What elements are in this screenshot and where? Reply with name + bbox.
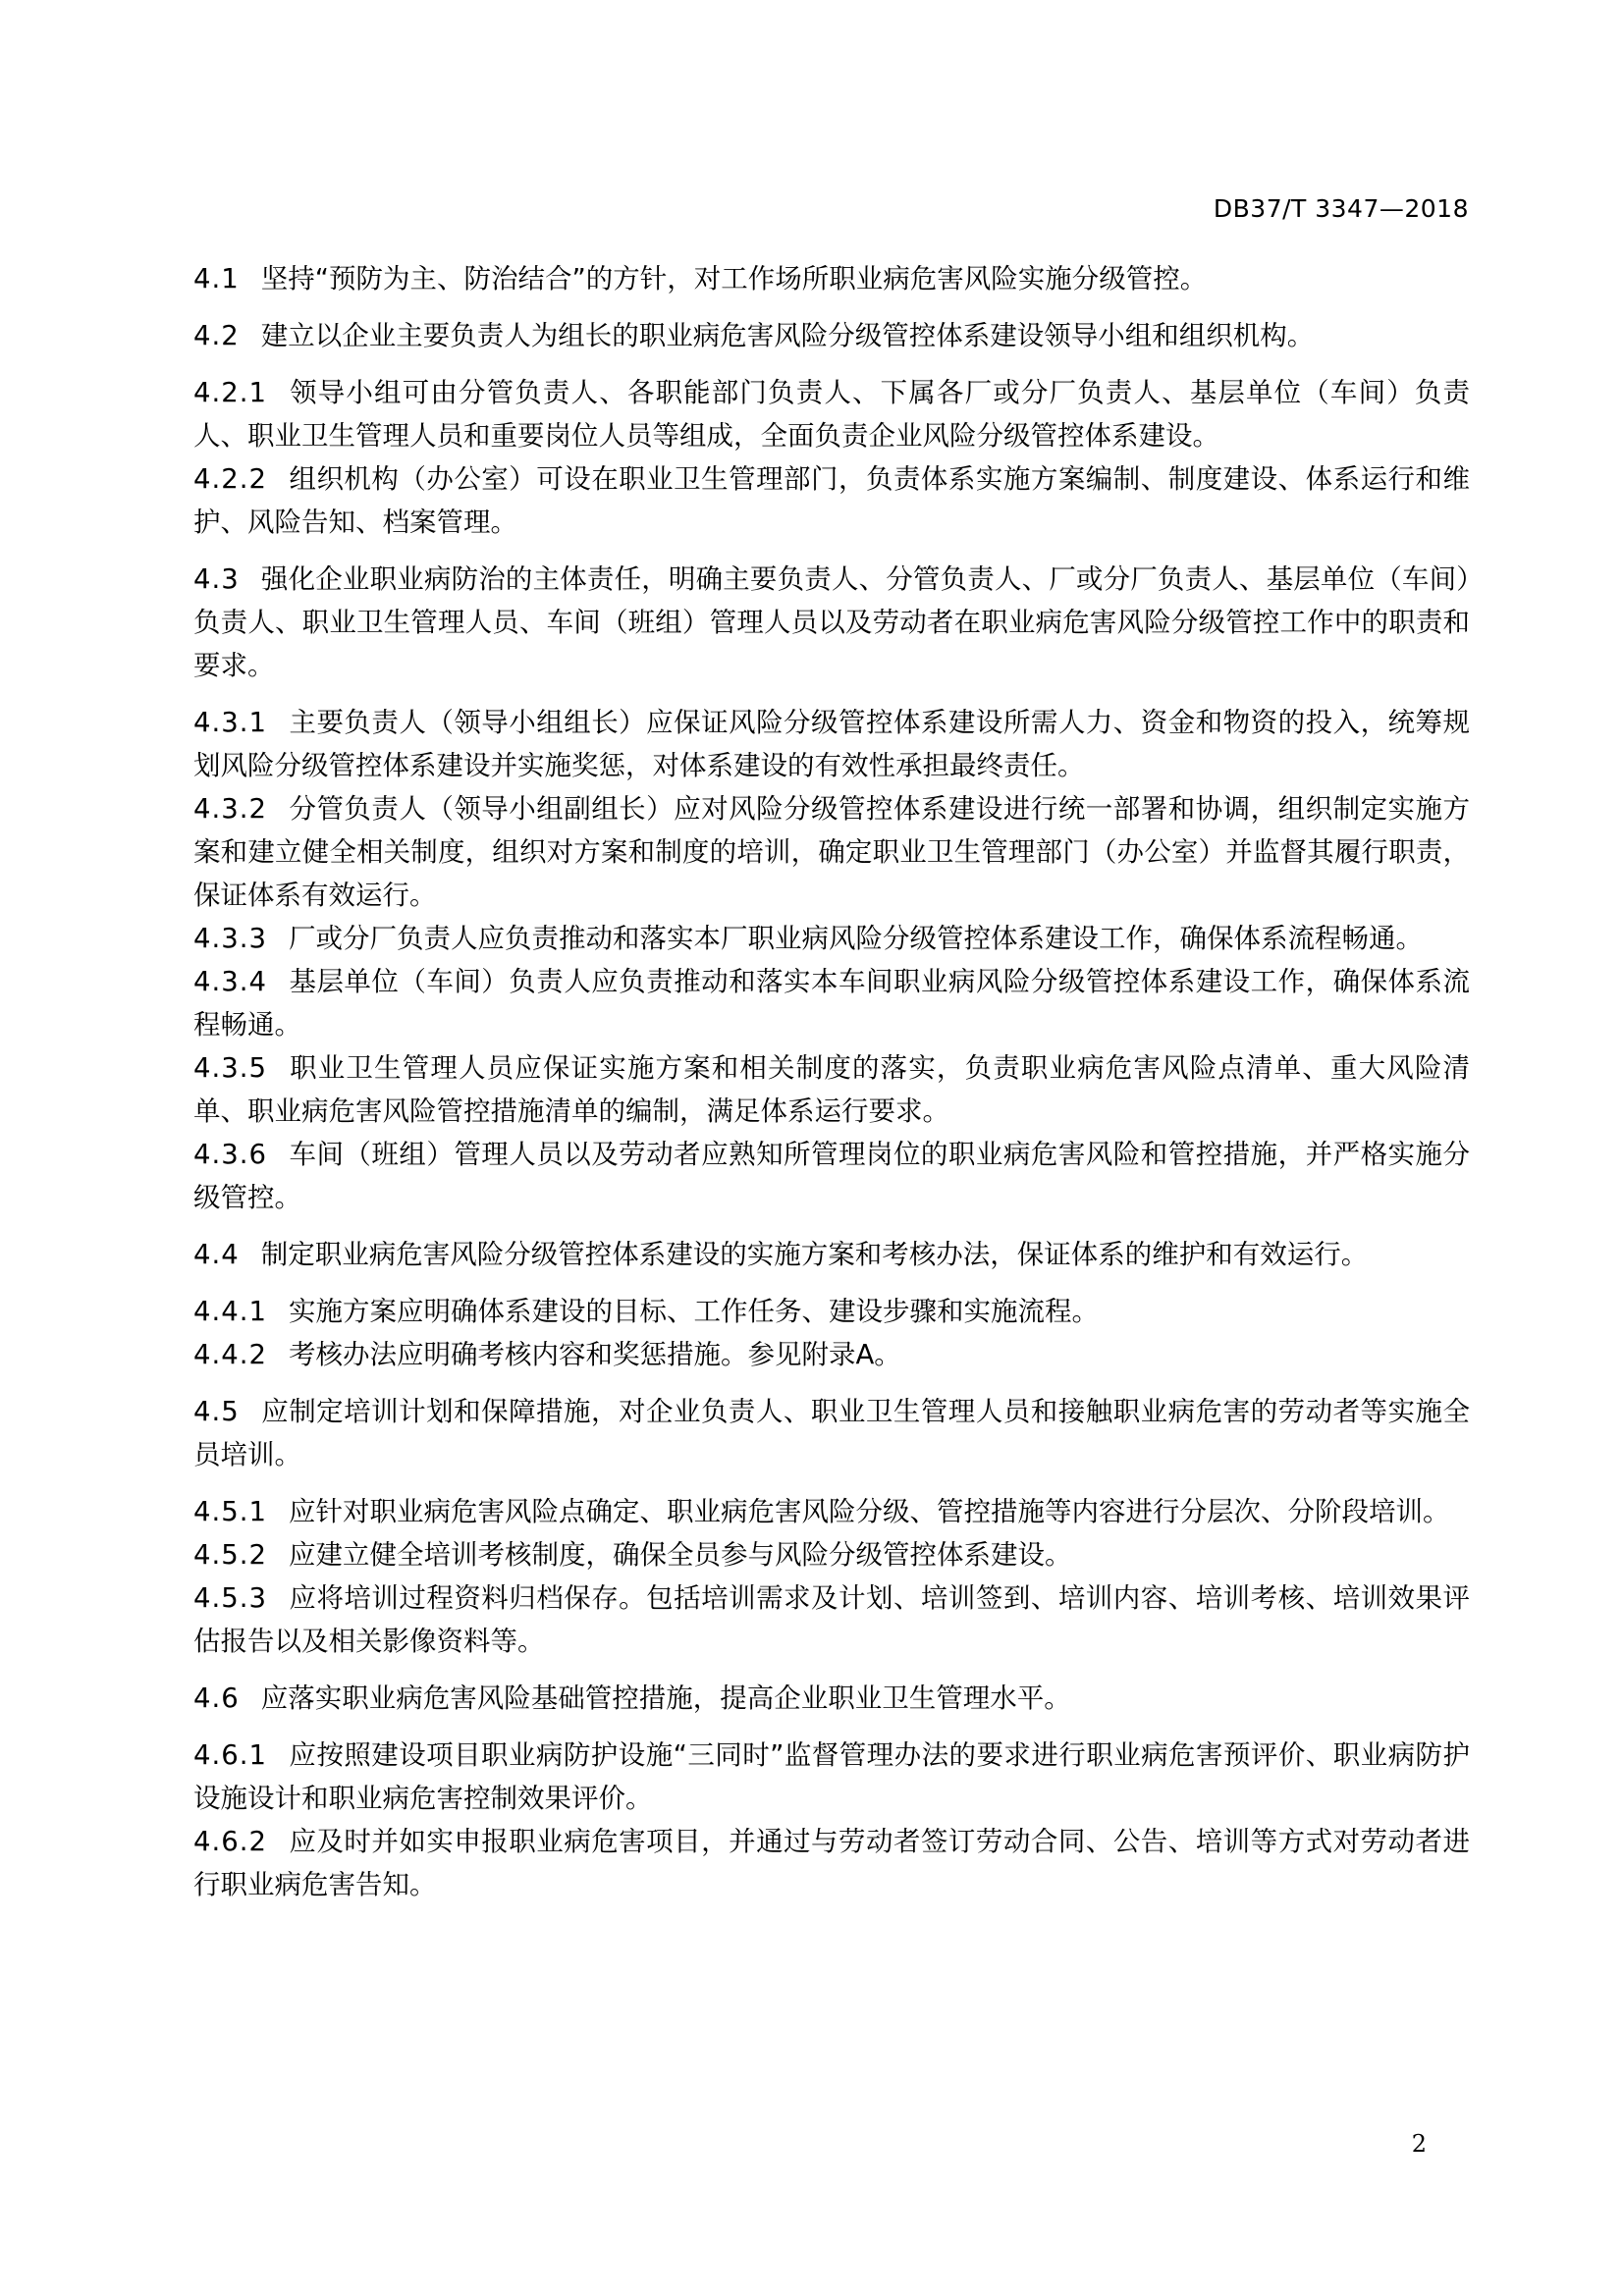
clause-text: 强化企业职业病防治的主体责任，明确主要负责人、分管负责人、厂或分厂负责人、基层单位（车间）负责人、职业卫生管理人员、车间（班组）管理人员以及劳动者在职业病危害风险分级管控工作中的职责和要求。 <box>193 563 1470 681</box>
clause-paragraph <box>193 558 1470 687</box>
clause-paragraph <box>193 1290 1470 1333</box>
clause-text: 实施方案应明确体系建设的目标、工作任务、建设步骤和实施流程。 <box>288 1296 1099 1327</box>
clause-number: 4.3.2 <box>193 793 267 825</box>
clause-number: 4.6 <box>193 1682 240 1714</box>
clause-paragraph <box>193 701 1470 787</box>
clause-text: 分管负责人（领导小组副组长）应对风险分级管控体系建设进行统一部署和协调，组织制定实施方案和建立健全相关制度，组织对方案和制度的培训，确定职业卫生管理部门（办公室）并监督其履行职责，保证体系有效运行。 <box>193 793 1470 911</box>
clause-number: 4.5.1 <box>193 1496 267 1527</box>
clause-paragraph <box>193 1820 1470 1906</box>
clause-text: 坚持“预防为主、防治结合”的方针，对工作场所职业病危害风险实施分级管控。 <box>260 263 1208 294</box>
clause-text: 组织机构（办公室）可设在职业卫生管理部门，负责体系实施方案编制、制度建设、体系运行和维护、风险告知、档案管理。 <box>193 463 1470 538</box>
clause-paragraph <box>193 917 1470 960</box>
clause-number: 4.3.3 <box>193 923 267 954</box>
clause-text: 建立以企业主要负责人为组长的职业病危害风险分级管控体系建设领导小组和组织机构。 <box>260 320 1315 351</box>
clause-number: 4.5 <box>193 1396 240 1427</box>
clause-paragraph <box>193 1576 1470 1663</box>
clause-number: 4.3.4 <box>193 966 267 997</box>
clause-number: 4.5.2 <box>193 1539 267 1571</box>
document-body <box>193 257 1470 1906</box>
clause-paragraph <box>193 314 1470 357</box>
clause-paragraph <box>193 1677 1470 1720</box>
clause-text: 制定职业病危害风险分级管控体系建设的实施方案和考核办法，保证体系的维护和有效运行。 <box>260 1239 1369 1270</box>
clause-paragraph <box>193 1490 1470 1533</box>
clause-number: 4.2.2 <box>193 463 267 495</box>
clause-number: 4.1 <box>193 263 240 294</box>
clause-number: 4.3.5 <box>193 1052 267 1084</box>
clause-number: 4.3 <box>193 563 240 595</box>
clause-paragraph <box>193 1533 1470 1576</box>
clause-number: 4.3.6 <box>193 1139 267 1170</box>
clause-paragraph <box>193 457 1470 544</box>
clause-number: 4.5.3 <box>193 1582 267 1614</box>
clause-text: 应落实职业病危害风险基础管控措施，提高企业职业卫生管理水平。 <box>260 1682 1071 1714</box>
clause-paragraph <box>193 1046 1470 1133</box>
clause-text: 基层单位（车间）负责人应负责推动和落实本车间职业病风险分级管控体系建设工作，确保体系流程畅通。 <box>193 966 1470 1041</box>
clause-text: 应将培训过程资料归档保存。包括培训需求及计划、培训签到、培训内容、培训考核、培训效果评估报告以及相关影像资料等。 <box>193 1582 1470 1657</box>
clause-text: 应按照建设项目职业病防护设施“三同时”监督管理办法的要求进行职业病危害预评价、职业病防护设施设计和职业病危害控制效果评价。 <box>193 1739 1470 1814</box>
clause-paragraph <box>193 1390 1470 1476</box>
clause-paragraph <box>193 257 1470 300</box>
clause-number: 4.6.1 <box>193 1739 267 1771</box>
clause-paragraph <box>193 371 1470 457</box>
clause-text: 应建立健全培训考核制度，确保全员参与风险分级管控体系建设。 <box>288 1539 1072 1571</box>
clause-number: 4.4 <box>193 1239 240 1270</box>
clause-number: 4.4.2 <box>193 1339 267 1370</box>
clause-paragraph <box>193 1233 1470 1276</box>
document-code: DB37/T 3347—2018 <box>1213 194 1469 223</box>
clause-paragraph <box>193 787 1470 917</box>
clause-paragraph <box>193 960 1470 1046</box>
clause-text: 应制定培训计划和保障措施，对企业负责人、职业卫生管理人员和接触职业病危害的劳动者等实施全员培训。 <box>193 1396 1470 1470</box>
clause-number: 4.3.1 <box>193 707 267 738</box>
clause-number: 4.6.2 <box>193 1826 267 1857</box>
clause-text: 考核办法应明确考核内容和奖惩措施。参见附录A。 <box>288 1339 901 1370</box>
clause-text: 车间（班组）管理人员以及劳动者应熟知所管理岗位的职业病危害风险和管控措施，并严格实施分级管控。 <box>193 1139 1470 1213</box>
page-number: 2 <box>1411 2130 1427 2158</box>
clause-paragraph <box>193 1734 1470 1820</box>
clause-number: 4.2 <box>193 320 240 351</box>
clause-number: 4.2.1 <box>193 377 267 408</box>
clause-text: 应针对职业病危害风险点确定、职业病危害风险分级、管控措施等内容进行分层次、分阶段培训。 <box>288 1496 1450 1527</box>
clause-paragraph <box>193 1133 1470 1219</box>
clause-paragraph <box>193 1333 1470 1376</box>
clause-text: 厂或分厂负责人应负责推动和落实本厂职业病风险分级管控体系建设工作，确保体系流程畅通。 <box>288 923 1423 954</box>
clause-text: 主要负责人（领导小组组长）应保证风险分级管控体系建设所需人力、资金和物资的投入，统筹规划风险分级管控体系建设并实施奖惩，对体系建设的有效性承担最终责任。 <box>193 707 1470 781</box>
clause-text: 职业卫生管理人员应保证实施方案和相关制度的落实，负责职业病危害风险点清单、重大风险清单、职业病危害风险管控措施清单的编制，满足体系运行要求。 <box>193 1052 1470 1127</box>
clause-text: 应及时并如实申报职业病危害项目，并通过与劳动者签订劳动合同、公告、培训等方式对劳动者进行职业病危害告知。 <box>193 1826 1470 1900</box>
clause-text: 领导小组可由分管负责人、各职能部门负责人、下属各厂或分厂负责人、基层单位（车间）负责人、职业卫生管理人员和重要岗位人员等组成，全面负责企业风险分级管控体系建设。 <box>193 377 1470 452</box>
clause-number: 4.4.1 <box>193 1296 267 1327</box>
